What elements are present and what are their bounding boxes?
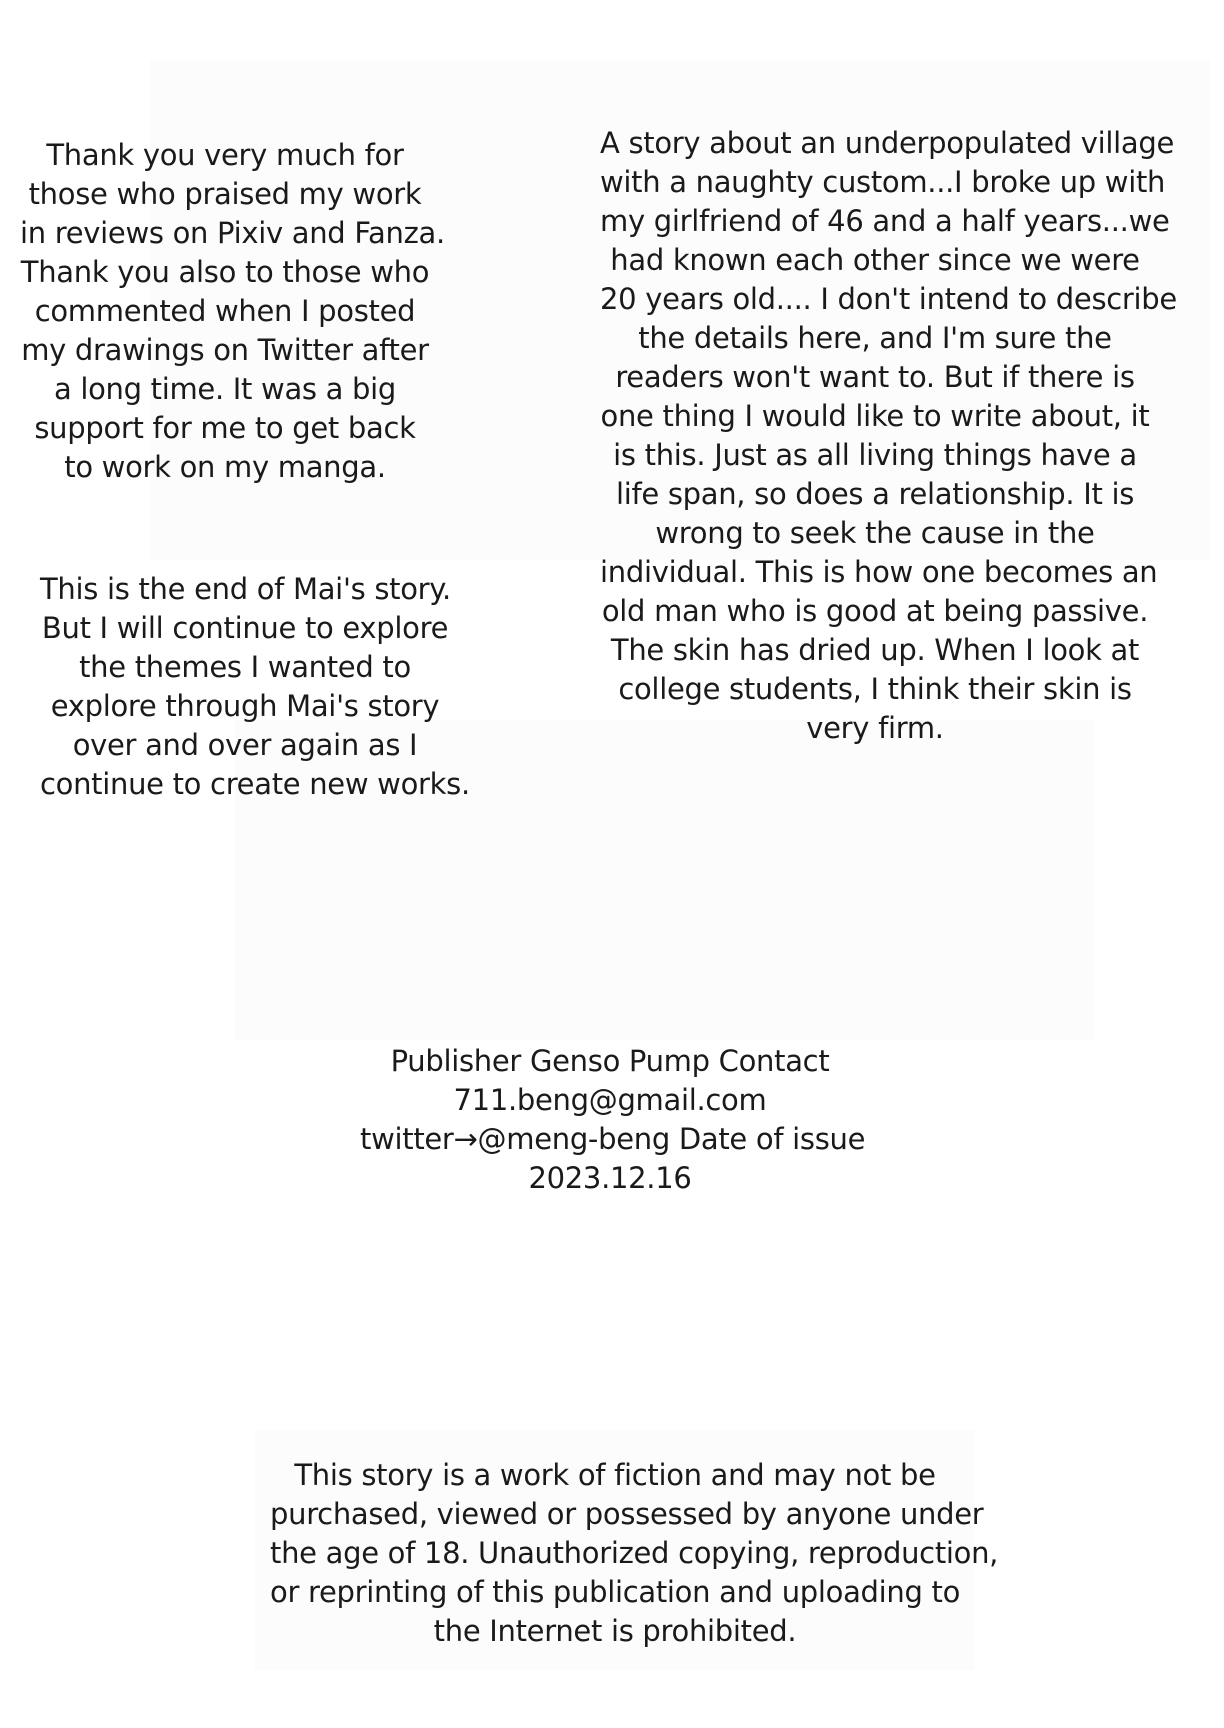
story-note-line: very firm. (806, 711, 944, 745)
ending-note-line: the themes I wanted to (79, 650, 411, 684)
disclaimer (270, 1456, 999, 1651)
ending-note (40, 570, 470, 804)
twitter-handle: twitter→@meng-beng Date of issue (360, 1122, 866, 1156)
disclaimer-line: This story is a work of fiction and may not be (294, 1458, 936, 1492)
story-note-line: A story about an underpopulated village (600, 126, 1175, 160)
story-note-line: individual. This is how one becomes an (600, 555, 1158, 589)
ending-note-line: explore through Mai's story (50, 689, 440, 723)
story-note-line: readers won't want to. But if there is (615, 360, 1135, 394)
thanks-note-line: those who praised my work (28, 177, 422, 211)
ending-note-line: But I will continue to explore (41, 611, 449, 645)
story-note-line: my girlfriend of 46 and a half years...we (600, 204, 1170, 238)
story-note-line: life span, so does a relationship. It is (615, 477, 1135, 511)
story-note-line: old man who is good at being passive. (601, 594, 1149, 628)
thanks-note-line: support for me to get back (34, 411, 416, 445)
story-note-line: wrong to seek the cause in the (655, 516, 1095, 550)
story-note-line: college students, I think their skin is (618, 672, 1132, 706)
ending-note-line: over and over again as I (72, 728, 418, 762)
publisher-info (360, 1042, 866, 1198)
ending-note-line: continue to create new works. (40, 767, 470, 801)
issue-date: 2023.12.16 (528, 1161, 692, 1195)
thanks-note-line: commented when I posted (34, 294, 416, 328)
thanks-note-line: Thank you also to those who (20, 255, 430, 289)
thanks-note (20, 136, 445, 487)
thanks-note-line: to work on my manga. (64, 450, 386, 484)
disclaimer-line: purchased, viewed or possessed by anyone under (270, 1497, 984, 1531)
story-note-line: had known each other since we were (610, 243, 1140, 277)
story-note-line: with a naughty custom...I broke up with (600, 165, 1166, 199)
thanks-note-line: my drawings on Twitter after (21, 333, 429, 367)
story-note-line: 20 years old.... I don't intend to describe (600, 282, 1177, 316)
story-note-line: the details here, and I'm sure the (638, 321, 1112, 355)
ending-note-line: This is the end of Mai's story. (40, 572, 451, 606)
disclaimer-line: or reprinting of this publication and uploading to (270, 1575, 961, 1609)
thanks-note-line: a long time. It was a big (53, 372, 397, 406)
story-note-line: The skin has dried up. When I look at (610, 633, 1140, 667)
disclaimer-line: the age of 18. Unauthorized copying, reproduction, (270, 1536, 999, 1570)
thanks-note-line: Thank you very much for (46, 138, 404, 172)
thanks-note-line: in reviews on Pixiv and Fanza. (20, 216, 445, 250)
story-note-line: is this. Just as all living things have a (613, 438, 1137, 472)
story-note (600, 124, 1177, 748)
contact-email: 711.beng@gmail.com (453, 1083, 767, 1117)
disclaimer-line: the Internet is prohibited. (433, 1614, 797, 1648)
story-note-line: one thing I would like to write about, it (600, 399, 1150, 433)
publisher-line: Publisher Genso Pump Contact (390, 1044, 830, 1078)
